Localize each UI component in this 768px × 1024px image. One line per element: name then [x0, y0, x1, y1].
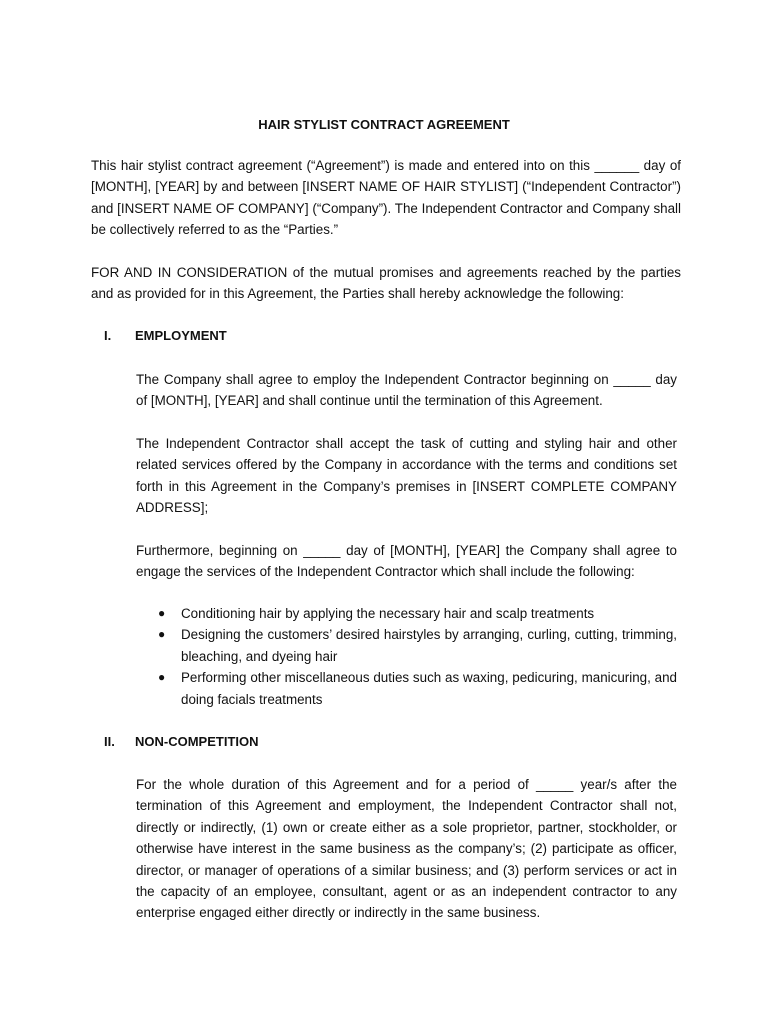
- list-item: [136, 667, 677, 710]
- bullet-icon: ●: [158, 606, 166, 620]
- intro-paragraph: This hair stylist contract agreement (“Agreement”) is made and entered into on this ______ day of [MONTH], [YEAR] by and between [INSERT NAME OF HAIR STYLIST] (“Independent Contractor”) and [INSERT NAME OF COMPANY] (“Company”). The Independent Contractor and Company shall be collectively referred to as the “Parties.”: [91, 158, 681, 238]
- services-bullet-list: [136, 603, 677, 710]
- list-item: [136, 603, 677, 624]
- employment-paragraph-3: Furthermore, beginning on _____ day of [MONTH], [YEAR] the Company shall agree to engage the services of the Independent Contractor which shall include the following:: [136, 543, 677, 580]
- list-item-text: Conditioning hair by applying the necessary hair and scalp treatments: [181, 606, 595, 621]
- list-item-text: Performing other miscellaneous duties such as waxing, pedicuring, manicuring, and doing facials treatments: [181, 670, 677, 707]
- document-title: HAIR STYLIST CONTRACT AGREEMENT: [258, 117, 510, 132]
- consideration-paragraph: FOR AND IN CONSIDERATION of the mutual promises and agreements reached by the parties and as provided for in this Agreement, the Parties shall hereby acknowledge the following:: [91, 265, 681, 302]
- list-item: [136, 624, 677, 667]
- section-heading-non-competition: [104, 732, 259, 752]
- list-item-text: Designing the customers’ desired hairstyles by arranging, curling, cutting, trimming, bleaching, and dyeing hair: [181, 627, 677, 664]
- bullet-icon: ●: [158, 627, 166, 642]
- section-number: I.: [104, 328, 112, 343]
- bullet-icon: ●: [158, 670, 166, 685]
- section-number: II.: [104, 734, 115, 749]
- non-competition-paragraph: For the whole duration of this Agreement and for a period of _____ year/s after the termination of this Agreement and employment, the Independent Contractor shall not, directly or indirectly, (1) own or create either as a sole proprietor, partner, stockholder, or otherwise have interest in the same business as the company’s; (2) participate as officer, director, or manager of operations of a similar business; and (3) perform services or act in the capacity of an employee, consultant, agent or as an independent contractor to any enterprise engaged either directly or indirectly in the same business.: [136, 777, 677, 921]
- employment-paragraph-2: The Independent Contractor shall accept the task of cutting and styling hair and other related services offered by the Company in accordance with the terms and conditions set forth in this Agreement in the Company’s premises in [INSERT COMPLETE COMPANY ADDRESS];: [136, 436, 677, 516]
- employment-paragraph-1: The Company shall agree to employ the Independent Contractor beginning on _____ day of [MONTH], [YEAR] and shall continue until the termination of this Agreement.: [136, 372, 677, 409]
- section-title: NON-COMPETITION: [135, 734, 259, 749]
- section-heading-employment: [104, 326, 227, 346]
- section-title: EMPLOYMENT: [135, 328, 227, 343]
